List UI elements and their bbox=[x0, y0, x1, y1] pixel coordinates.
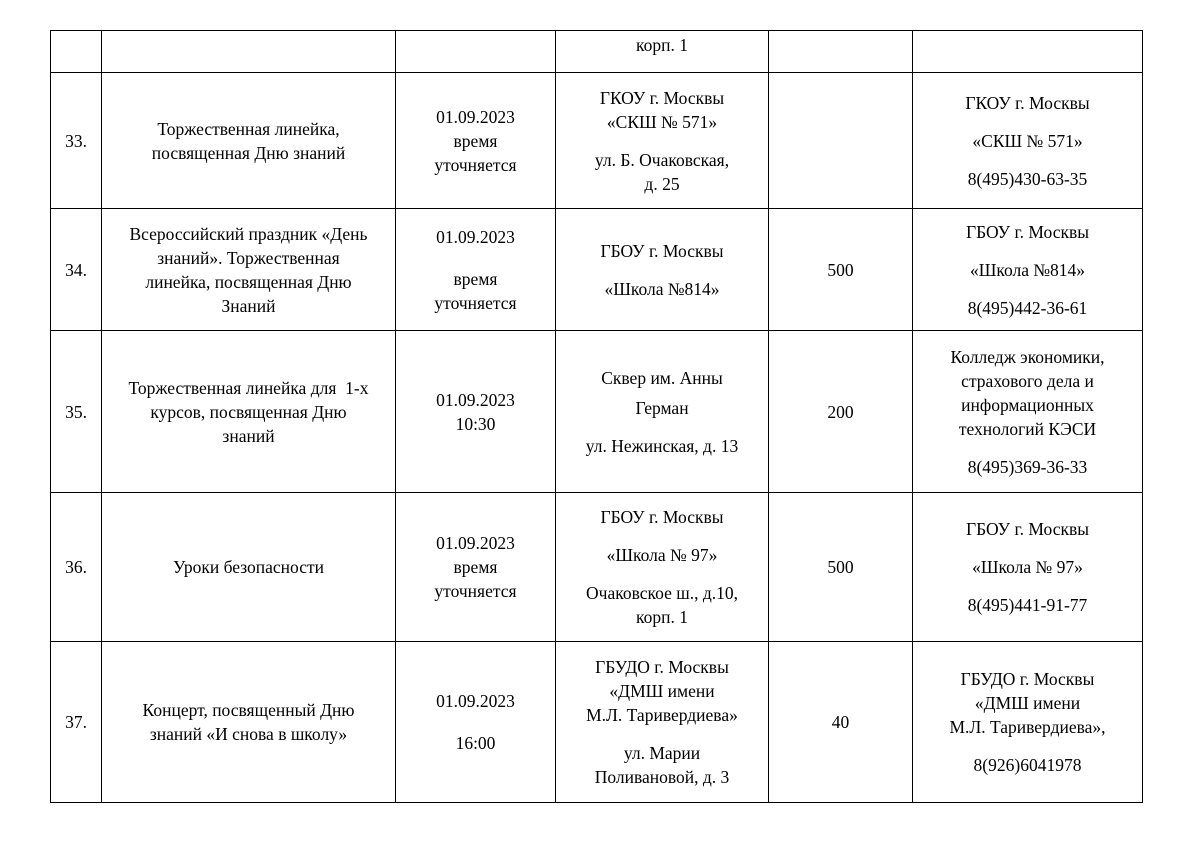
organizer-line: М.Л. Таривердиева», bbox=[949, 717, 1106, 737]
date-text: 01.09.2023 bbox=[436, 106, 515, 127]
organizer-line: информационных bbox=[961, 394, 1094, 415]
row-number-cell: 35. bbox=[51, 331, 102, 493]
place-cell bbox=[556, 642, 769, 803]
event-name-line: Торжественная линейка для 1-х bbox=[128, 377, 369, 398]
phone-text: 8(926)6041978 bbox=[973, 755, 1082, 775]
place-line: ГБУДО г. Москвы bbox=[595, 657, 729, 677]
place-cell bbox=[556, 73, 769, 209]
table-row bbox=[51, 73, 1143, 209]
event-name-line: курсов, посвященная Дню bbox=[150, 401, 347, 422]
event-name-cell bbox=[102, 642, 396, 803]
organizer-line: «Школа № 97» bbox=[972, 557, 1083, 577]
row-number-cell: 37. bbox=[51, 642, 102, 803]
address-line: корп. 1 bbox=[636, 607, 688, 627]
time-text: время bbox=[453, 557, 498, 577]
place-line: «Школа №814» bbox=[604, 278, 720, 299]
table-row bbox=[51, 209, 1143, 331]
place-line: ГБОУ г. Москвы bbox=[600, 507, 724, 527]
organizer-line: страхового дела и bbox=[961, 370, 1094, 391]
address-line: Поливановой, д. 3 bbox=[594, 767, 730, 787]
address-line: д. 25 bbox=[644, 173, 680, 194]
row-number-cell: 36. bbox=[51, 493, 102, 642]
time-text: время bbox=[453, 268, 498, 289]
organizer-cell bbox=[913, 209, 1143, 331]
place-line: М.Л. Таривердиева» bbox=[586, 705, 738, 725]
time-text: 16:00 bbox=[455, 733, 496, 753]
organizer-line: «СКШ № 571» bbox=[972, 130, 1083, 151]
address-line: ул. Нежинская, д. 13 bbox=[585, 435, 739, 456]
place-line: корп. 1 bbox=[636, 35, 688, 55]
datetime-cell bbox=[396, 642, 556, 803]
organizer-line: ГБОУ г. Москвы bbox=[965, 519, 1090, 539]
datetime-cell bbox=[396, 209, 556, 331]
datetime-cell bbox=[396, 493, 556, 642]
datetime-cell bbox=[396, 331, 556, 493]
events-table bbox=[50, 30, 1143, 803]
event-name-line: знаний». Торжественная bbox=[157, 247, 340, 268]
event-name-line: Уроки безопасности bbox=[172, 557, 325, 577]
phone-text: 8(495)430-63-35 bbox=[967, 168, 1088, 189]
organizer-cell bbox=[913, 331, 1143, 493]
event-name-cell bbox=[102, 331, 396, 493]
address-line: Очаковское ш., д.10, bbox=[586, 583, 738, 603]
event-name-line: Знаний bbox=[221, 295, 276, 316]
place-line: «ДМШ имени bbox=[609, 681, 715, 701]
table-row bbox=[51, 642, 1143, 803]
place-line: «Школа № 97» bbox=[606, 545, 718, 565]
table-row bbox=[51, 331, 1143, 493]
event-name-line: посвященная Дню знаний bbox=[151, 142, 346, 163]
place-line: ГБОУ г. Москвы bbox=[600, 240, 724, 261]
organizer-line: «ДМШ имени bbox=[974, 693, 1081, 713]
table-row bbox=[51, 31, 1143, 73]
event-name-cell bbox=[102, 31, 396, 73]
row-number-cell bbox=[51, 31, 102, 73]
organizer-line: ГКОУ г. Москвы bbox=[965, 92, 1090, 113]
place-line: «СКШ № 571» bbox=[606, 111, 718, 132]
phone-text: 8(495)441-91-77 bbox=[967, 595, 1088, 615]
event-name-cell bbox=[102, 209, 396, 331]
address-line: ул. Б. Очаковская, bbox=[594, 149, 730, 170]
participants-cell: 500 bbox=[769, 493, 913, 642]
date-text: 01.09.2023 bbox=[436, 533, 515, 553]
event-name-line: Концерт, посвященный Дню bbox=[142, 700, 355, 720]
event-name-line: знаний «И снова в школу» bbox=[149, 724, 348, 744]
participants-cell: 40 bbox=[769, 642, 913, 803]
row-number-cell: 33. bbox=[51, 73, 102, 209]
time-text: уточняется bbox=[434, 154, 517, 175]
datetime-cell bbox=[396, 31, 556, 73]
address-line: ул. Марии bbox=[623, 743, 701, 763]
place-cell bbox=[556, 331, 769, 493]
organizer-line: Колледж экономики, bbox=[950, 346, 1105, 367]
organizer-cell bbox=[913, 73, 1143, 209]
organizer-cell bbox=[913, 493, 1143, 642]
event-name-line: линейка, посвященная Дню bbox=[145, 271, 352, 292]
participants-cell bbox=[769, 73, 913, 209]
datetime-cell bbox=[396, 73, 556, 209]
phone-text: 8(495)369-36-33 bbox=[967, 456, 1088, 477]
event-name-line: Всероссийский праздник «День bbox=[129, 223, 368, 244]
place-line: ГКОУ г. Москвы bbox=[599, 87, 725, 108]
place-cell bbox=[556, 493, 769, 642]
event-name-cell bbox=[102, 493, 396, 642]
phone-text: 8(495)442-36-61 bbox=[967, 297, 1088, 318]
time-text: время bbox=[453, 130, 498, 151]
event-name-cell bbox=[102, 73, 396, 209]
organizer-line: «Школа №814» bbox=[969, 259, 1086, 280]
place-cell bbox=[556, 209, 769, 331]
date-text: 01.09.2023 bbox=[436, 389, 515, 410]
place-cell bbox=[556, 31, 769, 73]
date-text: 01.09.2023 bbox=[436, 226, 515, 247]
date-text: 01.09.2023 bbox=[436, 691, 515, 711]
table-row bbox=[51, 493, 1143, 642]
place-line: Сквер им. Анны bbox=[601, 367, 723, 388]
time-text: 10:30 bbox=[455, 413, 496, 434]
time-text: уточняется bbox=[434, 292, 517, 313]
row-number-cell: 34. bbox=[51, 209, 102, 331]
organizer-line: технологий КЭСИ bbox=[958, 418, 1097, 439]
participants-cell: 500 bbox=[769, 209, 913, 331]
participants-cell bbox=[769, 31, 913, 73]
organizer-line: ГБОУ г. Москвы bbox=[965, 221, 1090, 242]
organizer-cell bbox=[913, 642, 1143, 803]
event-name-line: Торжественная линейка, bbox=[157, 118, 340, 139]
event-name-line: знаний bbox=[222, 425, 275, 446]
time-text: уточняется bbox=[434, 581, 517, 601]
participants-cell: 200 bbox=[769, 331, 913, 493]
organizer-line: ГБУДО г. Москвы bbox=[960, 669, 1095, 689]
place-line: Герман bbox=[635, 397, 689, 418]
organizer-cell bbox=[913, 31, 1143, 73]
